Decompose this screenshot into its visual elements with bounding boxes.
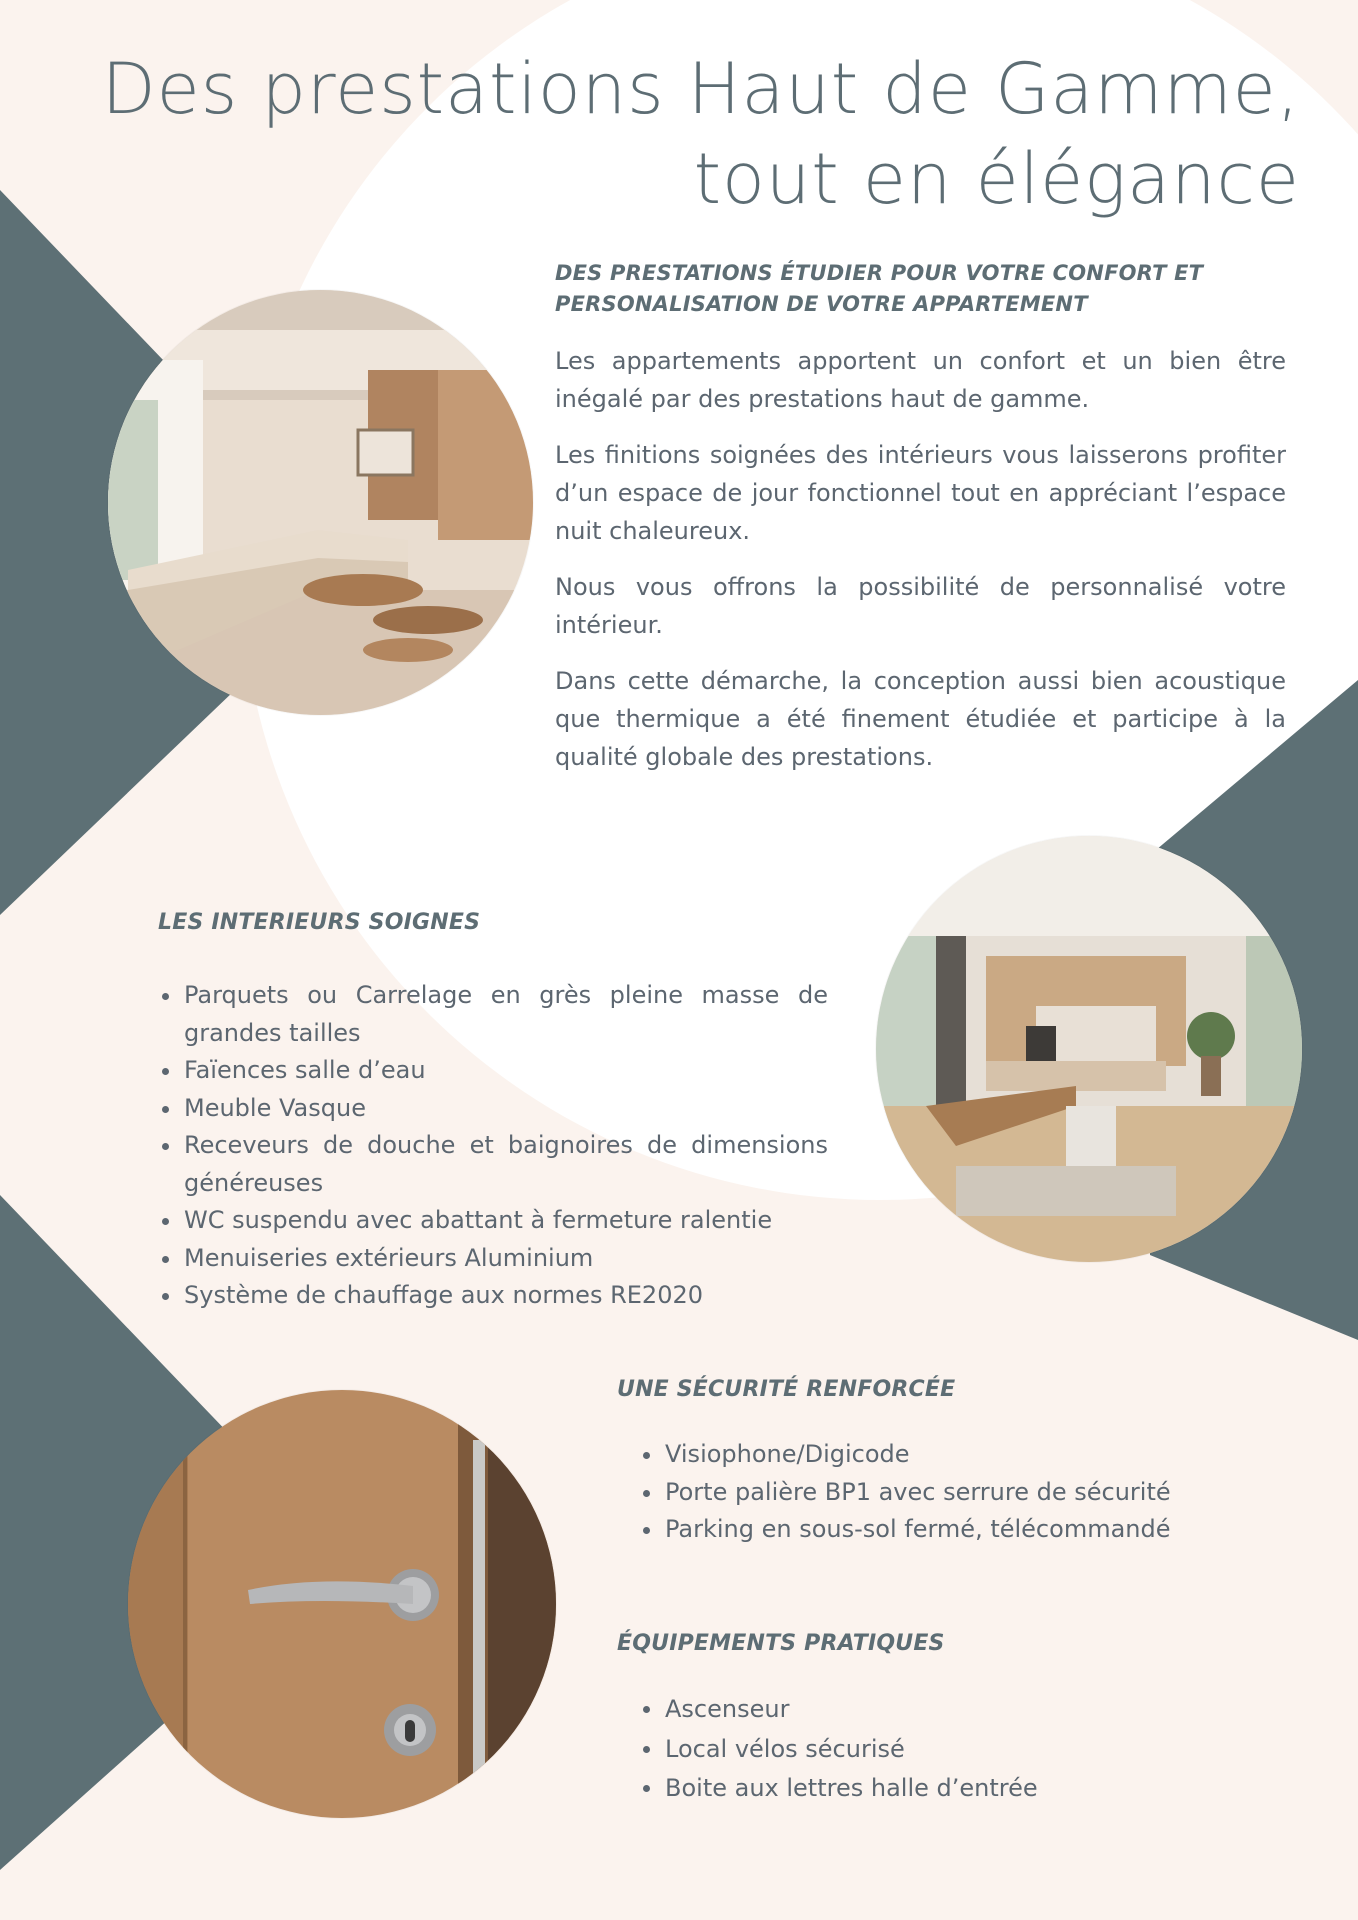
interiors-list bbox=[158, 977, 828, 1315]
page-title bbox=[50, 44, 1300, 224]
equipment-heading: ÉQUIPEMENTS PRATIQUES bbox=[617, 1631, 945, 1656]
list-item: Receveurs de douche et baignoires de dimensions généreuses bbox=[158, 1127, 828, 1202]
intro-heading-line-1: DES PRESTATIONS ÉTUDIER POUR VOTRE CONFORT ET bbox=[555, 261, 1204, 285]
list-item: Boite aux lettres halle d’entrée bbox=[639, 1769, 1317, 1809]
list-item: Menuiseries extérieurs Aluminium bbox=[158, 1240, 828, 1278]
list-item: Porte palière BP1 avec serrure de sécurité bbox=[639, 1474, 1317, 1512]
list-item: Visiophone/Digicode bbox=[639, 1436, 1317, 1474]
living-room-photo bbox=[108, 290, 533, 715]
security-heading: UNE SÉCURITÉ RENFORCÉE bbox=[617, 1377, 956, 1402]
list-item: WC suspendu avec abattant à fermeture ralentie bbox=[158, 1202, 828, 1240]
list-item: Parking en sous-sol fermé, télécommandé bbox=[639, 1511, 1317, 1549]
equipment-section bbox=[617, 1628, 1317, 1809]
door-handle-photo bbox=[128, 1390, 556, 1818]
intro-heading bbox=[555, 258, 1286, 320]
interiors-section bbox=[158, 907, 828, 1315]
intro-paragraph: Dans cette démarche, la conception aussi bien acoustique que thermique a été finement étudiée et participe à la qualité globale des prestations. bbox=[555, 667, 1286, 771]
intro-paragraph: Les finitions soignées des intérieurs vous laisserons profiter d’un espace de jour fonctionnel tout en appréciant l’espace nuit chaleureux. bbox=[555, 441, 1286, 545]
kitchen-dining-photo bbox=[876, 836, 1302, 1262]
intro-heading-line-2: PERSONALISATION DE VOTRE APPARTEMENT bbox=[555, 292, 1088, 316]
interiors-heading: LES INTERIEURS SOIGNES bbox=[158, 910, 481, 935]
intro-section bbox=[555, 258, 1286, 794]
intro-paragraph: Nous vous offrons la possibilité de personnalisé votre intérieur. bbox=[555, 573, 1286, 639]
security-list bbox=[617, 1436, 1317, 1549]
security-section bbox=[617, 1374, 1317, 1549]
page-title-line-1: Des prestations Haut de Gamme, bbox=[101, 48, 1300, 130]
page-title-line-2: tout en élégance bbox=[693, 138, 1300, 220]
list-item: Local vélos sécurisé bbox=[639, 1730, 1317, 1770]
list-item: Faïences salle d’eau bbox=[158, 1052, 828, 1090]
list-item: Système de chauffage aux normes RE2020 bbox=[158, 1277, 828, 1315]
equipment-list bbox=[617, 1690, 1317, 1809]
list-item: Ascenseur bbox=[639, 1690, 1317, 1730]
intro-paragraph: Les appartements apportent un confort et un bien être inégalé par des prestations haut de gamme. bbox=[555, 347, 1286, 413]
list-item: Parquets ou Carrelage en grès pleine masse de grandes tailles bbox=[158, 977, 828, 1052]
list-item: Meuble Vasque bbox=[158, 1090, 828, 1128]
